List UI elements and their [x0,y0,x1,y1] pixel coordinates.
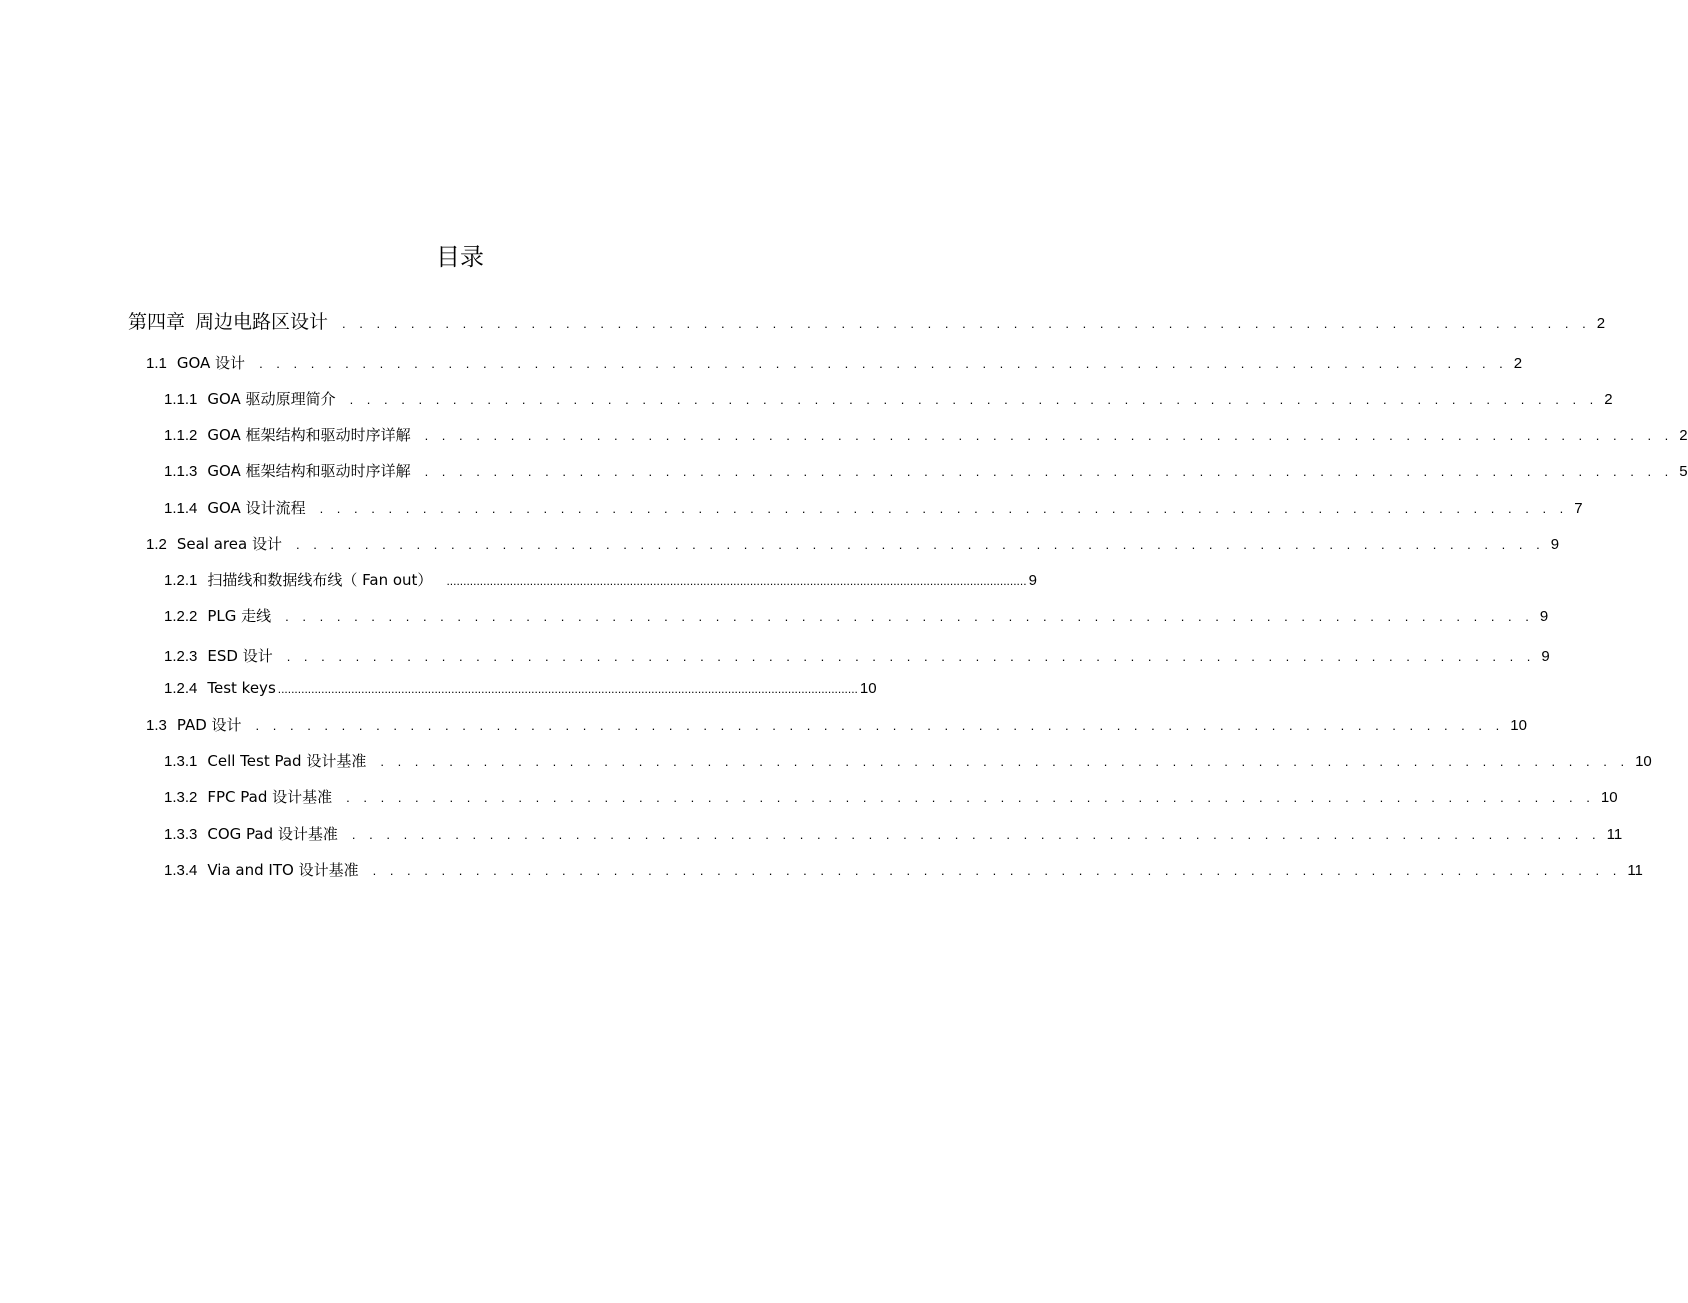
toc-entry-1-3-1[interactable] [164,750,1652,773]
page-number: 11 [1627,862,1643,879]
dot-leader: . . . . . . . . . . . . . . . . . . . . . . . . . . . . . . . . . . . . . . . . . . . . . . . . . . . . . . . . . . . . . . . . . . . . . . . . . [319,501,1569,516]
entry-number: 1.1 [146,355,167,372]
entry-number: 1.1.3 [164,463,198,480]
page-number: 2 [1513,355,1523,372]
page-number: 5 [1679,463,1688,480]
page-number: 10 [1510,717,1527,734]
entry-title: Via and ITO 设计基准 [207,861,359,879]
entry-number: 1.3.2 [164,789,198,806]
toc-entry-1-3-2[interactable] [164,786,1618,809]
toc-title: 目录 [436,243,484,271]
entry-title: PLG 走线 [207,607,272,625]
entry-title: FPC Pad 设计基准 [207,788,333,806]
entry-title: GOA 设计流程 [207,499,306,517]
dot-leader: . . . . . . . . . . . . . . . . . . . . . . . . . . . . . . . . . . . . . . . . . . . . . . . . . . . . . . . . . . . . . . . . . . . . . . . . . [424,428,1674,443]
dot-leader: . . . . . . . . . . . . . . . . . . . . . . . . . . . . . . . . . . . . . . . . . . . . . . . . . . . . . . . . . . . . . . . . . . . . . . . . . [380,754,1630,769]
chapter-number: 第四章 [128,311,186,333]
toc-entry-1-3-4[interactable] [164,859,1643,882]
page-number: 10 [1635,753,1652,770]
entry-number: 1.3.4 [164,862,198,879]
entry-title: Cell Test Pad 设计基准 [207,752,367,770]
entry-title: PAD 设计 [176,716,242,734]
toc-entry-1-1-2[interactable] [164,424,1688,447]
page-number: 10 [1600,789,1618,806]
entry-title: COG Pad 设计基准 [207,825,338,843]
page-number: 9 [1539,608,1549,625]
toc-entry-1-2-4[interactable] [164,677,877,700]
dot-leader: . . . . . . . . . . . . . . . . . . . . . . . . . . . . . . . . . . . . . . . . . . . . . . . . . . . . . . . . . . . . . . . . . . . . . . . . . [372,863,1622,878]
page-number: 10 [859,680,877,697]
entry-title: 扫描线和数据线布线（ Fan out） [207,571,433,589]
dot-leader: . . . . . . . . . . . . . . . . . . . . . . . . . . . . . . . . . . . . . . . . . . . . . . . . . . . . . . . . . . . . . . . . . . . . . . . . . [259,356,1508,371]
entry-number: 1.3.1 [164,753,198,770]
entry-number: 1.2 [146,536,167,553]
toc-entry-1-2[interactable] [146,533,1560,556]
entry-number: 1.1.2 [164,427,198,444]
page-number: 7 [1574,500,1583,517]
dot-leader: . . . . . . . . . . . . . . . . . . . . . . . . . . . . . . . . . . . . . . . . . . . . . . . . . . . . . . . . . . . . . . . . . . . . . . . . . [255,718,1505,733]
entry-title: GOA 框架结构和驱动时序详解 [207,426,411,444]
page-number: 9 [1541,648,1550,665]
entry-title: GOA 驱动原理简介 [207,390,336,408]
toc-entry-1-3-3[interactable] [164,823,1623,846]
entry-number: 1.2.2 [164,608,198,625]
toc-entry-1-1-4[interactable] [164,497,1583,520]
entry-title: GOA 框架结构和驱动时序详解 [207,462,411,480]
entry-number: 1.3.3 [164,826,198,843]
dot-leader: . . . . . . . . . . . . . . . . . . . . . . . . . . . . . . . . . . . . . . . . . . . . . . . . . . . . . . . . . . . . . . . . . . . . . . . . . [346,790,1595,805]
page-number: 2 [1604,391,1613,408]
entry-number: 1.2.4 [164,680,198,697]
entry-number: 1.2.1 [164,572,198,589]
toc-entry-1-2-1[interactable] [164,569,1037,592]
dot-leader: . . . . . . . . . . . . . . . . . . . . . . . . . . . . . . . . . . . . . . . . . . . . . . . . . . . . . . . . . . . . . . . . . . . . . . . . . [342,316,1591,331]
entry-number: 1.3 [146,717,167,734]
toc-entry-1-3[interactable] [146,714,1527,737]
dot-leader: . . . . . . . . . . . . . . . . . . . . . . . . . . . . . . . . . . . . . . . . . . . . . . . . . . . . . . . . . . . . . . . . . . . . . . . . . [351,827,1601,842]
entry-number: 1.2.3 [164,648,198,665]
toc-entry-1-2-2[interactable] [164,605,1549,628]
dot-leader: . . . . . . . . . . . . . . . . . . . . . . . . . . . . . . . . . . . . . . . . . . . . . . . . . . . . . . . . . . . . . . . . . . . . . . . . . [349,392,1599,407]
entry-number: 1.1.1 [164,391,198,408]
toc-entry-1-1-3[interactable] [164,460,1688,483]
dot-leader: .............................................................................................................................................................................. [446,574,1027,588]
page-number: 2 [1596,315,1606,332]
entry-title: ESD 设计 [207,647,273,665]
toc-entry-1-2-3[interactable] [164,645,1550,668]
entry-number: 1.1.4 [164,500,198,517]
page-number: 11 [1606,826,1623,843]
page-number: 2 [1679,427,1688,444]
dot-leader: . . . . . . . . . . . . . . . . . . . . . . . . . . . . . . . . . . . . . . . . . . . . . . . . . . . . . . . . . . . . . . . . . . . . . . . . . [295,537,1545,552]
page-number: 9 [1028,572,1037,589]
dot-leader: . . . . . . . . . . . . . . . . . . . . . . . . . . . . . . . . . . . . . . . . . . . . . . . . . . . . . . . . . . . . . . . . . . . . . . . . . [285,609,1534,624]
entry-title: Seal area 设计 [176,535,282,553]
page-number: 9 [1550,536,1560,553]
dot-leader: . . . . . . . . . . . . . . . . . . . . . . . . . . . . . . . . . . . . . . . . . . . . . . . . . . . . . . . . . . . . . . . . . . . . . . . . . [286,649,1536,664]
dot-leader: . . . . . . . . . . . . . . . . . . . . . . . . . . . . . . . . . . . . . . . . . . . . . . . . . . . . . . . . . . . . . . . . . . . . . . . . . [424,464,1674,479]
toc-entry-1-1-1[interactable] [164,388,1613,411]
toc-entry-1-1[interactable] [146,352,1523,375]
chapter-title: 周边电路区设计 [195,311,329,333]
dot-leader: .............................................................................................................................................................................. [277,682,858,696]
entry-title: GOA 设计 [176,354,246,372]
entry-title: Test keys [207,679,276,697]
toc-chapter-entry[interactable] [128,309,1606,337]
